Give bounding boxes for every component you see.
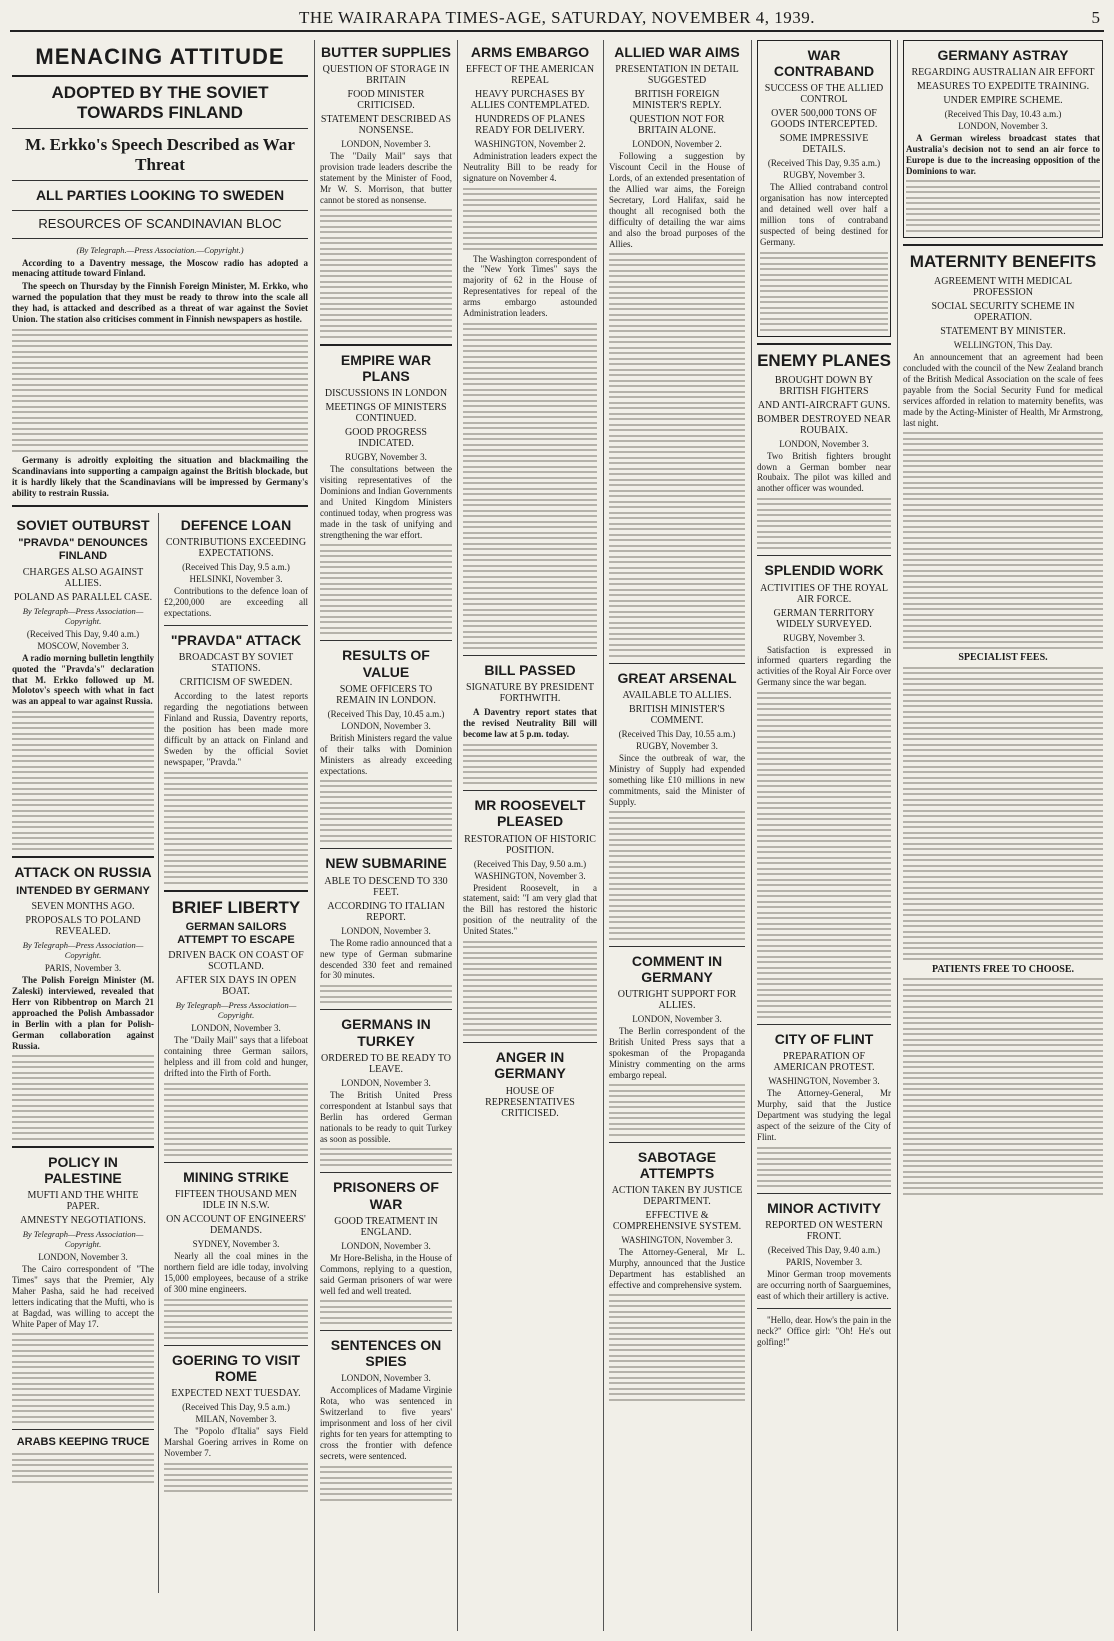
dateline: LONDON, November 2. [632, 139, 722, 150]
article-paragraph: Minor German troop movements are occurring north of Saarguemines, east of which their artillery is active. [757, 1269, 891, 1302]
dateline: PARIS, November 3. [785, 1257, 863, 1268]
column-3 [320, 40, 452, 1630]
headline-goering-to-visit-rome: GOERING TO VISIT ROME [171, 1352, 301, 1385]
subhead: "PRAVDA" DENOUNCES FINLAND [18, 537, 148, 562]
subhead: ADOPTED BY THE SOVIET TOWARDS FINLAND [51, 83, 269, 122]
subhead: STATEMENT BY MINISTER. [940, 326, 1066, 338]
article-paragraph: Two British fighters brought down a German bomber near Roubaix. The pilot was killed and another officer was wounded. [757, 450, 891, 494]
subhead: M. Erkko's Speech Described as War Threat [25, 135, 295, 174]
article-paragraph: The "Daily Mail" says that provision trade leaders describe the statement by the Minister of Food, Mr W. S. Morrison, that butter cannot be stored as nonsense. [320, 151, 452, 205]
subhead: OVER 500,000 TONS OF GOODS INTERCEPTED. [770, 108, 878, 131]
contraband-box [757, 40, 891, 337]
headline-enemy-planes: ENEMY PLANES [757, 351, 891, 370]
headline-sabotage-attempts: SABOTAGE ATTEMPTS [637, 1148, 717, 1181]
subhead: BRITISH FOREIGN MINISTER'S REPLY. [632, 89, 722, 112]
dateline: LONDON, November 3. [341, 925, 431, 936]
received-time: (Received This Day, 9.35 a.m.) [767, 158, 881, 169]
subhead: SPECIALIST FEES. [958, 652, 1048, 664]
article-paragraph: The Allied contraband control organisation has now intercepted and detained well over half a million tons of contraband suspected of being destined for Germany. [760, 182, 888, 248]
subhead: HOUSE OF REPRESENTATIVES CRITICISED. [485, 1085, 575, 1119]
subhead: BROUGHT DOWN BY BRITISH FIGHTERS [774, 374, 874, 397]
headline-great-arsenal: GREAT ARSENAL [617, 669, 737, 686]
column-5 [609, 40, 745, 1630]
subhead: RESOURCES OF SCANDINAVIAN BLOC [38, 215, 282, 231]
article-paragraph: The "Popolo d'Italia" says Field Marshal Goering arrives in Rome on November 7. [164, 1426, 308, 1459]
headline-prisoners-of-war: PRISONERS OF WAR [333, 1179, 439, 1212]
dateline: RUGBY, November 3. [636, 740, 718, 751]
subhead: POLAND AS PARALLEL CASE. [13, 591, 153, 603]
article-paragraph: An announcement that an agreement had been concluded with the council of the New Zealand branch of the British Medical Association on the scale of fees payable from the Social Security Fund for medical services afforded in relation to maternity benefits, was made by the Acting-Minister of Health, Mr Armstrong, last night. [903, 352, 1103, 428]
subhead: UNDER EMPIRE SCHEME. [943, 95, 1063, 107]
article-paragraph: A German wireless broadcast states that Australia's decision not to send an air force to Europe is due to the increasing opposition of the Dominions to war. [906, 133, 1100, 176]
headline-germans-in-turkey: GERMANS IN TURKEY [341, 1016, 431, 1049]
article-paragraph: The Cairo correspondent of "The Times" says that the Premier, Aly Maher Pasha, said he had received letters indicating that the Mufti, who is at Bagdad, was willing to accept the White Paper of May 17. [12, 1264, 154, 1329]
subhead: MEETINGS OF MINISTERS CONTINUED. [325, 402, 447, 425]
byline: By Telegraph—Press Association—Copyright. [22, 605, 144, 626]
headline-defence-loan: DEFENCE LOAN [180, 517, 292, 534]
dateline: RUGBY, November 3. [783, 170, 865, 181]
column-rule [603, 40, 604, 1631]
article-paragraph: The Rome radio announced that a new type of German submarine descended 330 feet and remained for 30 minutes. [320, 937, 452, 981]
article-paragraph: British Ministers regard the value of their talks with Dominion Ministers as already exceeding expectations. [320, 732, 452, 776]
dateline: WASHINGTON, November 3. [621, 1234, 733, 1245]
subhead: QUESTION NOT FOR BRITAIN ALONE. [629, 114, 725, 137]
article-paragraph: Satisfaction is expressed in informed quarters regarding the activities of the Royal Air Force over Germany since the war began. [757, 644, 891, 688]
article-paragraph: The British United Press correspondent at Istanbul says that Berlin has ordered German nationals to be ready to quit Turkey as soon as possible. [320, 1089, 452, 1144]
subhead: AGREEMENT WITH MEDICAL PROFESSION [934, 276, 1072, 299]
subhead: EFFECTIVE & COMPREHENSIVE SYSTEM. [612, 1209, 742, 1232]
article-paragraph: Following a suggestion by Viscount Cecil in the House of Lords, of an extended presentation of the Allied war aims, the Foreign Secretary, Lord Halifax, said he thought all recognised both the difficulty of detailing the war aims and also the broad purposes of the Allies. [609, 151, 745, 249]
column-rule [314, 40, 315, 1631]
column-6 [757, 40, 891, 1630]
dateline: LONDON, November 3. [341, 1077, 431, 1088]
dateline: LONDON, November 3. [779, 438, 869, 449]
subhead: EFFECT OF THE AMERICAN REPEAL [465, 64, 595, 87]
byline: By Telegraph—Press Association—Copyright. [22, 1229, 144, 1250]
headline-pravda-attack: "PRAVDA" ATTACK [170, 632, 302, 649]
article-paragraph: The Attorney-General, Mr L. Murphy, announced that the Justice Department has established an effective and comprehensive system. [609, 1246, 745, 1290]
subhead: ALL PARTIES LOOKING TO SWEDEN [35, 187, 285, 204]
subhead: SOME IMPRESSIVE DETAILS. [779, 133, 869, 156]
headline-arms-embargo: ARMS EMBARGO [470, 44, 590, 60]
subhead: BROADCAST BY SOVIET STATIONS. [178, 652, 294, 675]
dateline: LONDON, November 3. [341, 1373, 431, 1384]
masthead-rule [10, 30, 1104, 32]
headline-arabs-keeping-truce: ARABS KEEPING TRUCE [16, 1436, 150, 1449]
article-paragraph: The "Daily Mail" says that a lifeboat containing three German sailors, helpless and ill from cold and hunger, drifted into the Firth of Forth. [164, 1035, 308, 1079]
dateline: WASHINGTON, November 3. [474, 870, 586, 881]
subhead: REPORTED ON WESTERN FRONT. [765, 1220, 883, 1243]
article-paragraph: Since the outbreak of war, the Ministry of Supply had expended something like £10 millions in new commitments, said the Minister of Supply. [609, 752, 745, 807]
dateline: WASHINGTON, November 3. [768, 1076, 880, 1087]
received-time: (Received This Day, 9.40 a.m.) [26, 628, 140, 639]
subhead: FIFTEEN THOUSAND MEN IDLE IN N.S.W. [174, 1189, 298, 1212]
article-paragraph: According to a Daventry message, the Moscow radio has adopted a menacing attitude toward Finland. [12, 257, 308, 279]
subhead: CONTRIBUTIONS EXCEEDING EXPECTATIONS. [165, 537, 307, 560]
subhead: REGARDING AUSTRALIAN AIR EFFORT [911, 67, 1095, 79]
article-paragraph: The consultations between the visiting representatives of the Dominions and Indian Governments and United Kingdom Ministers continued today, when progress was made in the task of unifying and strengthening the war effort. [320, 464, 452, 540]
headline-allied-war-aims: ALLIED WAR AIMS [614, 44, 740, 60]
subhead: STATEMENT DESCRIBED AS NONSENSE. [320, 114, 452, 137]
received-time: (Received This Day, 9.5 a.m.) [182, 1402, 290, 1413]
joke-text: "Hello, dear. How's the pain in the neck?" Office girl: "Oh! He's out golfing!" [757, 1315, 891, 1348]
masthead-title: THE WAIRARAPA TIMES-AGE, SATURDAY, NOVEMBER 4, 1939. [299, 8, 815, 27]
subhead: AMNESTY NEGOTIATIONS. [20, 1215, 146, 1227]
subhead: EXPECTED NEXT TUESDAY. [171, 1388, 301, 1400]
dateline: HELSINKI, November 3. [189, 574, 283, 585]
subhead: BRITISH MINISTER'S COMMENT. [629, 703, 725, 726]
dateline: LONDON, November 3. [341, 139, 431, 150]
subhead: CHARGES ALSO AGAINST ALLIES. [22, 566, 144, 589]
headline-city-of-flint: CITY OF FLINT [774, 1031, 874, 1048]
article-paragraph: Accomplices of Madame Virginie Rota, who was sentenced in Switzerland to five years' imprisonment and loss of her civil rights for ten years for attempting to cross the frontier with defence secrets, were sentenced. [320, 1385, 452, 1462]
headline-minor-activity: MINOR ACTIVITY [767, 1200, 881, 1217]
dateline: LONDON, November 3. [632, 1013, 722, 1024]
subhead: INTENDED BY GERMANY [16, 884, 150, 897]
article-paragraph: Administration leaders expect the Neutrality Bill to be ready for signature on November 4. [463, 151, 597, 184]
subhead: BOMBER DESTROYED NEAR ROUBAIX. [757, 413, 891, 436]
dateline: PARIS, November 3. [44, 963, 122, 974]
subhead: ABLE TO DESCEND TO 330 FEET. [324, 875, 448, 898]
article-paragraph: The Attorney-General, Mr Murphy, said that the Justice Department was studying the legal aspect of the seizure of the City of Flint. [757, 1088, 891, 1143]
subhead: SUCCESS OF THE ALLIED CONTROL [764, 83, 884, 106]
headline-germany-astray: GERMANY ASTRAY [937, 47, 1069, 63]
subhead: GERMAN TERRITORY WIDELY SURVEYED. [773, 607, 875, 630]
subhead: ORDERED TO BE READY TO LEAVE. [320, 1052, 451, 1075]
subhead: DISCUSSIONS IN LONDON [324, 388, 448, 400]
dateline: LONDON, November 3. [958, 121, 1048, 132]
dateline: MILAN, November 3. [195, 1414, 277, 1425]
subhead: OUTRIGHT SUPPORT FOR ALLIES. [617, 988, 737, 1011]
subhead: RESTORATION OF HISTORIC POSITION. [464, 833, 596, 856]
headline-anger-in-germany: ANGER IN GERMANY [494, 1049, 566, 1082]
article-paragraph: Contributions to the defence loan of £2,200,000 are exceeding all expectations. [164, 586, 308, 619]
subhead: ON ACCOUNT OF ENGINEERS' DEMANDS. [166, 1214, 306, 1237]
column-1 [12, 40, 308, 1630]
subhead: GERMAN SAILORS ATTEMPT TO ESCAPE [177, 921, 295, 946]
subhead: PREPARATION OF AMERICAN PROTEST. [773, 1051, 875, 1074]
column-rule [897, 40, 898, 1631]
article-paragraph: Germany is adroitly exploiting the situation and blackmailing the Scandinavians into supporting a campaign against the British blockade, but it is hardly likely that the Scandinavians will be impressed by Germany's ability to restrain Russia. [12, 455, 308, 499]
subhead: SIGNATURE BY PRESIDENT FORTHWITH. [466, 682, 594, 705]
headline-soviet-outburst: SOVIET OUTBURST [16, 517, 150, 534]
subhead: HEAVY PURCHASES BY ALLIES CONTEMPLATED. [470, 89, 590, 112]
received-time: (Received This Day, 9.5 a.m.) [182, 562, 290, 573]
article-paragraph: Nearly all the coal mines in the northern field are idle today, involving 15,000 employees, because of a strike of 300 mine engineers. [164, 1251, 308, 1295]
dateline: MOSCOW, November 3. [37, 640, 129, 651]
dateline: LONDON, November 3. [191, 1023, 281, 1034]
dateline: WASHINGTON, November 2. [474, 139, 586, 150]
subhead: SOCIAL SECURITY SCHEME IN OPERATION. [931, 301, 1075, 324]
subhead: ACTION TAKEN BY JUSTICE DEPARTMENT. [611, 1184, 743, 1207]
column-rule [751, 40, 752, 1631]
germany-astray-box [903, 40, 1103, 238]
received-time: (Received This Day, 9.40 a.m.) [767, 1245, 881, 1256]
dateline: LONDON, November 3. [341, 720, 431, 731]
article-paragraph: A Daventry report states that the revised Neutrality Bill will become law at 5 p.m. today. [463, 707, 597, 740]
subhead: GOOD PROGRESS INDICATED. [345, 427, 427, 450]
subhead: SEVEN MONTHS AGO. [31, 901, 135, 913]
received-time: (Received This Day, 10.45 a.m.) [327, 708, 445, 719]
article-paragraph: The Berlin correspondent of the British United Press says that a spokesman of the Propaganda Ministry commenting on the arms embargo repeal. [609, 1025, 745, 1080]
headline-brief-liberty: BRIEF LIBERTY [171, 897, 301, 917]
subhead: PATIENTS FREE TO CHOOSE. [931, 963, 1075, 975]
headline-butter-supplies: BUTTER SUPPLIES [321, 44, 451, 60]
subhead: PRESENTATION IN DETAIL SUGGESTED [615, 64, 739, 87]
subhead: SOME OFFICERS TO REMAIN IN LONDON. [336, 683, 436, 706]
received-time: (Received This Day, 10.43 a.m.) [944, 109, 1062, 120]
subhead: ACCORDING TO ITALIAN REPORT. [327, 900, 445, 923]
subhead: AFTER SIX DAYS IN OPEN BOAT. [175, 975, 297, 998]
subhead: HUNDREDS OF PLANES READY FOR DELIVERY. [474, 114, 585, 137]
headline-attack-on-russia: ATTACK ON RUSSIA [14, 864, 152, 881]
column-4 [463, 40, 597, 1630]
subhead: FOOD MINISTER CRITICISED. [347, 89, 425, 112]
headline-mr-roosevelt-pleased: MR ROOSEVELT PLEASED [474, 797, 586, 830]
byline: (By Telegraph.—Press Association.—Copyright.) [76, 244, 244, 255]
dateline: LONDON, November 3. [341, 1240, 431, 1251]
headline-results-of-value: RESULTS OF VALUE [342, 647, 430, 680]
dateline: RUGBY, November 3. [783, 632, 865, 643]
headline-menacing-attitude: MENACING ATTITUDE [35, 44, 285, 69]
article-paragraph: President Roosevelt, in a statement, said: "I am very glad that the Bill has restored the historic position of the neutrality of the United States." [463, 882, 597, 937]
article-paragraph: The Washington correspondent of the "New York Times" says the majority of 62 in the House of Representatives for repeal of the arms embargo astounded Administration leaders. [463, 253, 597, 319]
headline-maternity-benefits: MATERNITY BENEFITS [909, 252, 1097, 272]
headline-policy-in-palestine: POLICY IN PALESTINE [44, 1153, 122, 1187]
article-paragraph: Mr Hore-Belisha, in the House of Commons, replying to a question, said German prisoners of war were well fed and well treated. [320, 1252, 452, 1296]
byline: By Telegraph—Press Association—Copyright. [175, 1000, 297, 1021]
byline: By Telegraph—Press Association—Copyright. [22, 940, 144, 961]
subhead: MUFTI AND THE WHITE PAPER. [27, 1190, 139, 1213]
article-paragraph: According to the latest reports regarding the negotiations between Finland and Russia, Daventry reports, the position has been made more difficult by an attack on Finland and Sweden by the official Soviet newspaper, "Pravda." [164, 691, 308, 768]
headline-new-submarine: NEW SUBMARINE [325, 855, 447, 872]
headline-mining-strike: MINING STRIKE [183, 1169, 289, 1186]
subhead: AVAILABLE TO ALLIES. [622, 689, 732, 701]
headline-bill-passed: BILL PASSED [484, 662, 576, 679]
dateline: RUGBY, November 3. [345, 452, 427, 463]
received-time: (Received This Day, 9.50 a.m.) [473, 858, 587, 869]
column-7 [903, 40, 1103, 1630]
dateline: WELLINGTON, This Day. [953, 340, 1053, 351]
received-time: (Received This Day, 10.55 a.m.) [618, 728, 736, 739]
dateline: LONDON, November 3. [38, 1252, 128, 1263]
subhead: AND ANTI-AIRCRAFT GUNS. [757, 399, 891, 411]
dateline: SYDNEY, November 3. [192, 1239, 280, 1250]
subhead: CRITICISM OF SWEDEN. [179, 677, 293, 689]
article-paragraph: The speech on Thursday by the Finnish Foreign Minister, M. Erkko, who warned the population that they must be ready to throw into the scale all they had, is attacked and described as a threat of war against the Soviet Union. The station also criticises comment in Finnish newspapers as hostile. [12, 281, 308, 325]
column-rule [457, 40, 458, 1631]
subhead: QUESTION OF STORAGE IN BRITAIN [322, 64, 450, 87]
headline-empire-war-plans: EMPIRE WAR PLANS [340, 351, 432, 385]
article-paragraph: The Polish Foreign Minister (M. Zaleski) interviewed, revealed that Herr von Ribbentrop on March 21 approached the Polish Ambassador in Berlin with a plan for Polish-German collaboration against Russia. [12, 975, 154, 1051]
headline-comment-in-germany: COMMENT IN GERMANY [631, 952, 723, 985]
subhead: ACTIVITIES OF THE ROYAL AIR FORCE. [760, 582, 888, 605]
page-number: 5 [1091, 8, 1100, 27]
subhead: MEASURES TO EXPEDITE TRAINING. [916, 81, 1090, 93]
article-paragraph: A radio morning bulletin lengthily quoted the "Pravda's" declaration that M. Erkko followed up M. Molotov's speech with what in fact was an appeal to war against Russia. [12, 652, 154, 707]
masthead [0, 0, 1114, 28]
subhead: GOOD TREATMENT IN ENGLAND. [334, 1215, 438, 1238]
headline-sentences-on-spies: SENTENCES ON SPIES [330, 1337, 442, 1370]
subhead: DRIVEN BACK ON COAST OF SCOTLAND. [168, 950, 304, 973]
headline-splendid-work: SPLENDID WORK [764, 562, 884, 579]
headline-war-contraband: WAR CONTRABAND [773, 47, 875, 80]
subhead: PROPOSALS TO POLAND REVEALED. [25, 915, 141, 938]
